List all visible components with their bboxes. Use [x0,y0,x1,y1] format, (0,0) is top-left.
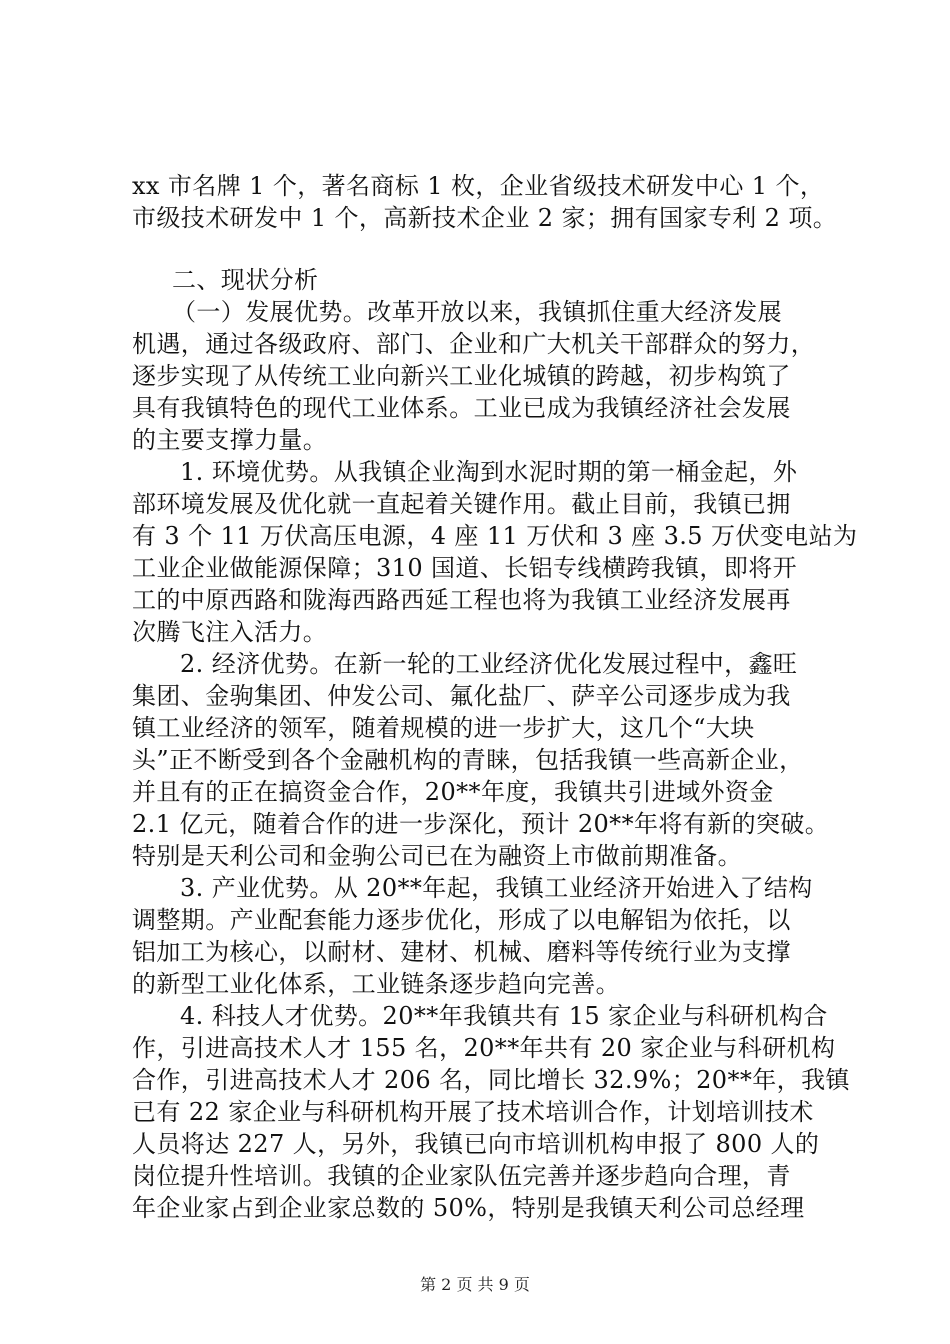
text-line: 市级技术研发中 1 个，高新技术企业 2 家；拥有国家专利 2 项。 [132,204,838,232]
text-line: （一）发展优势。改革开放以来，我镇抓住重大经济发展 [172,298,782,326]
text-line: xx 市名牌 1 个，著名商标 1 枚，企业省级技术研发中心 1 个， [132,172,825,200]
text-line: 机遇，通过各级政府、部门、企业和广大机关干部群众的努力， [132,330,816,358]
text-line: 合作，引进高技术人才 206 名，同比增长 32.9%；20**年，我镇 [132,1066,850,1094]
text-line: 铝加工为核心，以耐材、建材、机械、磨料等传统行业为支撑 [132,938,791,966]
paragraph-gap [132,234,852,264]
text-line: 集团、金驹集团、仲发公司、氟化盐厂、萨辛公司逐步成为我 [132,682,791,710]
text-line: 并且有的正在搞资金合作，20**年度，我镇共引进域外资金 [132,778,774,806]
text-line: 具有我镇特色的现代工业体系。工业已成为我镇经济社会发展 [132,394,791,422]
paragraph-industry-advantage [132,872,852,1000]
text-line: 3. 产业优势。从 20**年起，我镇工业经济开始进入了结构 [180,874,813,902]
paragraph-economic-advantage [132,648,852,872]
page-number-footer: 第 2 页 共 9 页 [420,1275,530,1294]
text-line: 有 3 个 11 万伏高压电源，4 座 11 万伏和 3 座 3.5 万伏变电站为 [132,522,858,550]
text-line: 的主要支撑力量。 [132,426,328,454]
text-line: 部环境发展及优化就一直起着关键作用。截止目前，我镇已拥 [132,490,791,518]
paragraph-environment-advantage [132,456,858,648]
text-line: 2.1 亿元，随着合作的进一步深化，预计 20**年将有新的突破。 [132,810,830,838]
text-line: 特别是天利公司和金驹公司已在为融资上市做前期准备。 [132,842,742,870]
text-line: 次腾飞注入活力。 [132,618,328,646]
text-line: 头”正不断受到各个金融机构的青睐，包括我镇一些高新企业， [132,746,804,774]
text-line: 年企业家占到企业家总数的 50%，特别是我镇天利公司总经理 [132,1194,805,1222]
text-line: 工的中原西路和陇海西路西延工程也将为我镇工业经济发展再 [132,586,791,614]
paragraph-talent-advantage [132,1000,852,1224]
text-line: 的新型工业化体系，工业链条逐步趋向完善。 [132,970,620,998]
document-body [132,170,858,1224]
text-line: 调整期。产业配套能力逐步优化，形成了以电解铝为依托，以 [132,906,791,934]
text-line: 4. 科技人才优势。20**年我镇共有 15 家企业与科研机构合 [180,1002,828,1030]
text-line: 岗位提升性培训。我镇的企业家队伍完善并逐步趋向合理，青 [132,1162,791,1190]
text-line: 人员将达 227 人，另外，我镇已向市培训机构申报了 800 人的 [132,1130,820,1158]
text-line: 作，引进高技术人才 155 名，20**年共有 20 家企业与科研机构 [132,1034,836,1062]
text-line: 2. 经济优势。在新一轮的工业经济优化发展过程中，鑫旺 [180,650,798,678]
paragraph-development-advantage [132,296,852,456]
text-line: 已有 22 家企业与科研机构开展了技术培训合作，计划培训技术 [132,1098,814,1126]
text-line: 逐步实现了从传统工业向新兴工业化城镇的跨越，初步构筑了 [132,362,791,390]
section-heading: 二、现状分析 [172,266,319,294]
text-line: 镇工业经济的领军，随着规模的进一步扩大，这几个“大块 [132,714,755,742]
text-line: 工业企业做能源保障；310 国道、长铝专线横跨我镇，即将开 [132,554,798,582]
text-line: 1. 环境优势。从我镇企业淘到水泥时期的第一桶金起，外 [180,458,798,486]
